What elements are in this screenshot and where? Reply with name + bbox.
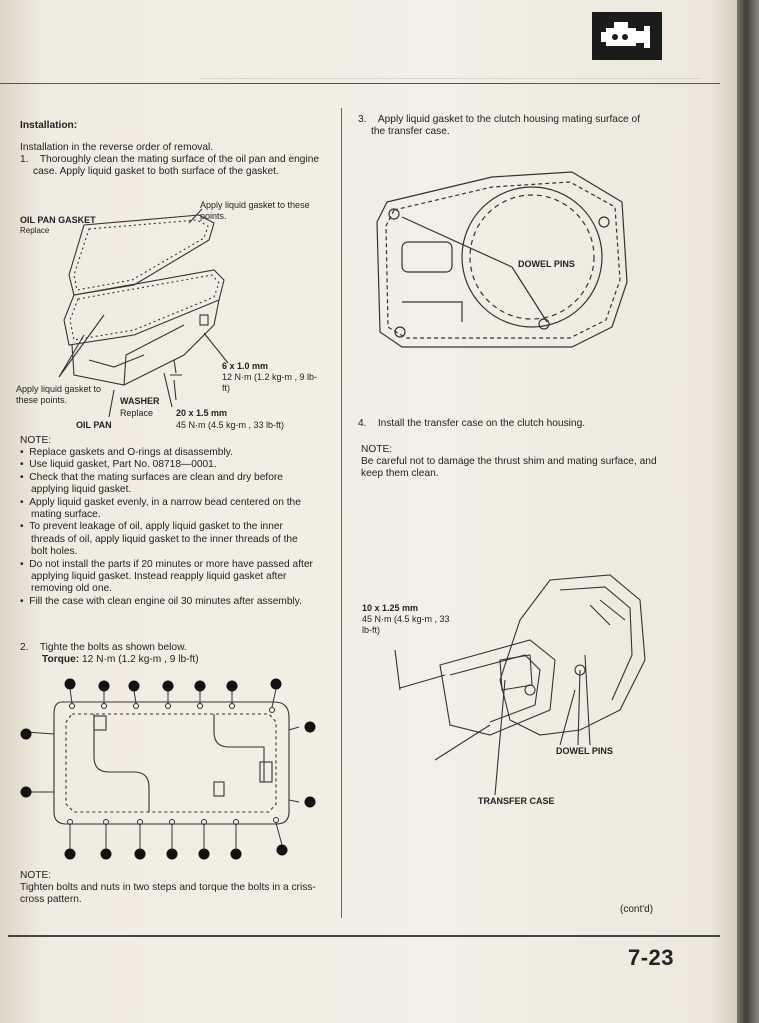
step-3-number: 3.	[358, 114, 367, 125]
bolt-hole	[270, 708, 275, 713]
step-1	[20, 154, 320, 179]
torque-20-label: 45 N·m (4.5 kg-m , 33 lb-ft)	[176, 420, 285, 430]
bolt-marker	[195, 681, 206, 692]
bolt-marker	[65, 849, 76, 860]
step-1-text: Thoroughly clean the mating surface of the oil pan and engine case. Apply liquid gasket to both surface of the gasket.	[33, 154, 320, 178]
transfer-case-label: TRANSFER CASE	[478, 796, 555, 806]
bolt-20-label: 20 x 1.5 mm	[176, 408, 228, 418]
bolt-6-label: 6 x 1.0 mm	[222, 361, 269, 371]
section-tab	[592, 12, 662, 60]
bolt-leader	[134, 691, 136, 703]
bolt-marker	[129, 681, 140, 692]
step-3-text: Apply liquid gasket to the clutch housing mating surface of the transfer case.	[371, 114, 641, 138]
column-divider	[341, 108, 342, 918]
bolt-marker	[163, 681, 174, 692]
bolt-hole	[166, 704, 171, 709]
bolt-marker	[135, 849, 146, 860]
note-1-item: • Do not install the parts if 20 minutes or more have passed after applying liquid gasket. Instead reapply liquid gasket after removing old one.	[20, 558, 313, 595]
bolt-hole	[198, 704, 203, 709]
bolt-leader	[272, 689, 276, 707]
clutch-housing-figure	[372, 162, 642, 362]
bleed-through-rule	[200, 78, 700, 79]
dowel-pins-label-2: DOWEL PINS	[556, 746, 613, 756]
top-rule	[0, 83, 720, 84]
oil-pan-label: OIL PAN	[76, 420, 112, 430]
torque-value: 12 N·m (1.2 kg-m , 9 lb-ft)	[82, 654, 199, 665]
oil-pan-gasket-label: OIL PAN GASKET	[20, 215, 96, 225]
note-1-item: • Check that the mating surfaces are clean and dry before applying liquid gasket.	[20, 471, 283, 496]
bottom-rule	[8, 935, 720, 937]
bolt-marker	[227, 681, 238, 692]
page-number: 7-23	[628, 945, 675, 970]
step-2-number: 2.	[20, 642, 29, 653]
bolt-marker	[271, 679, 282, 690]
note-2-text: Tighten bolts and nuts in two steps and torque the bolts in a criss-cross pattern.	[20, 882, 316, 906]
replace-label-1: Replace	[20, 226, 50, 235]
replace-label-2: Replace	[120, 408, 154, 418]
step-4	[358, 418, 656, 430]
step-4-number: 4.	[358, 418, 367, 429]
installation-intro: Installation in the reverse order of removal.	[20, 142, 214, 153]
bolt-leader	[70, 689, 72, 703]
bolt-marker	[305, 722, 316, 733]
apply-gasket-left-label: Apply liquid gasket to these points.	[16, 384, 102, 405]
note-1-item: • To prevent leakage of oil, apply liquid gasket to the inner threads of oil, apply liquid gasket to the inner threads of the bolt holes.	[20, 521, 298, 558]
note-1-list	[20, 447, 316, 608]
step-3	[358, 114, 656, 139]
bolt-leader	[276, 823, 282, 845]
bolt-marker	[199, 849, 210, 860]
bolt-hole	[274, 818, 279, 823]
transfer-case-figure	[380, 560, 670, 800]
bolt-marker	[305, 797, 316, 808]
bolt-marker	[277, 845, 288, 856]
continued-label: (cont'd)	[620, 904, 654, 915]
step-4-text: Install the transfer case on the clutch housing.	[377, 418, 586, 429]
note-1-item: • Replace gaskets and O-rings at disassembly.	[20, 447, 233, 458]
note-1-item: • Use liquid gasket, Part No. 08718—0001.	[20, 459, 217, 471]
torque-label: Torque:	[42, 654, 80, 665]
bolt-hole	[70, 704, 75, 709]
bolt-marker	[21, 729, 32, 740]
dowel-pins-label-1: DOWEL PINS	[518, 259, 575, 269]
bolt-marker	[231, 849, 242, 860]
step-1-number: 1.	[20, 154, 29, 165]
bolt-marker	[101, 849, 112, 860]
step-4-note-text: Be careful not to damage the thrust shim and mating surface, and keep them clean.	[361, 456, 657, 480]
step-4-note-heading: NOTE:	[361, 444, 393, 455]
bolt-hole	[102, 704, 107, 709]
bolt-hole	[230, 704, 235, 709]
torque-6-label: 12 N·m (1.2 kg-m , 9 lb-ft)	[222, 372, 318, 393]
torque-spec	[42, 654, 199, 666]
note-1-item: • Apply liquid gasket evenly, in a narrow bead centered on the mating surface.	[20, 496, 301, 521]
step-2	[20, 642, 316, 654]
engine-icon	[600, 18, 654, 54]
bolt-marker	[99, 681, 110, 692]
note-2-heading: NOTE:	[20, 870, 52, 881]
step-2-text: Tighte the bolts as shown below.	[39, 642, 187, 653]
bolt-marker	[167, 849, 178, 860]
note-1-heading: NOTE:	[20, 435, 52, 446]
bolt-10-label: 10 x 1.25 mm	[362, 603, 419, 613]
washer-label: WASHER	[120, 396, 160, 406]
torque-10-label: 45 N·m (4.5 kg-m , 33 lb-ft)	[362, 614, 450, 635]
note-1-item: • Fill the case with clean engine oil 30 minutes after assembly.	[20, 595, 302, 607]
apply-gasket-top-label: Apply liquid gasket to these points.	[200, 200, 310, 221]
installation-heading: Installation:	[20, 120, 78, 131]
bolt-sequence-figure	[14, 672, 334, 862]
bolt-marker	[21, 787, 32, 798]
binding-edge	[737, 0, 759, 1023]
bolt-marker	[65, 679, 76, 690]
bolt-hole	[134, 704, 139, 709]
